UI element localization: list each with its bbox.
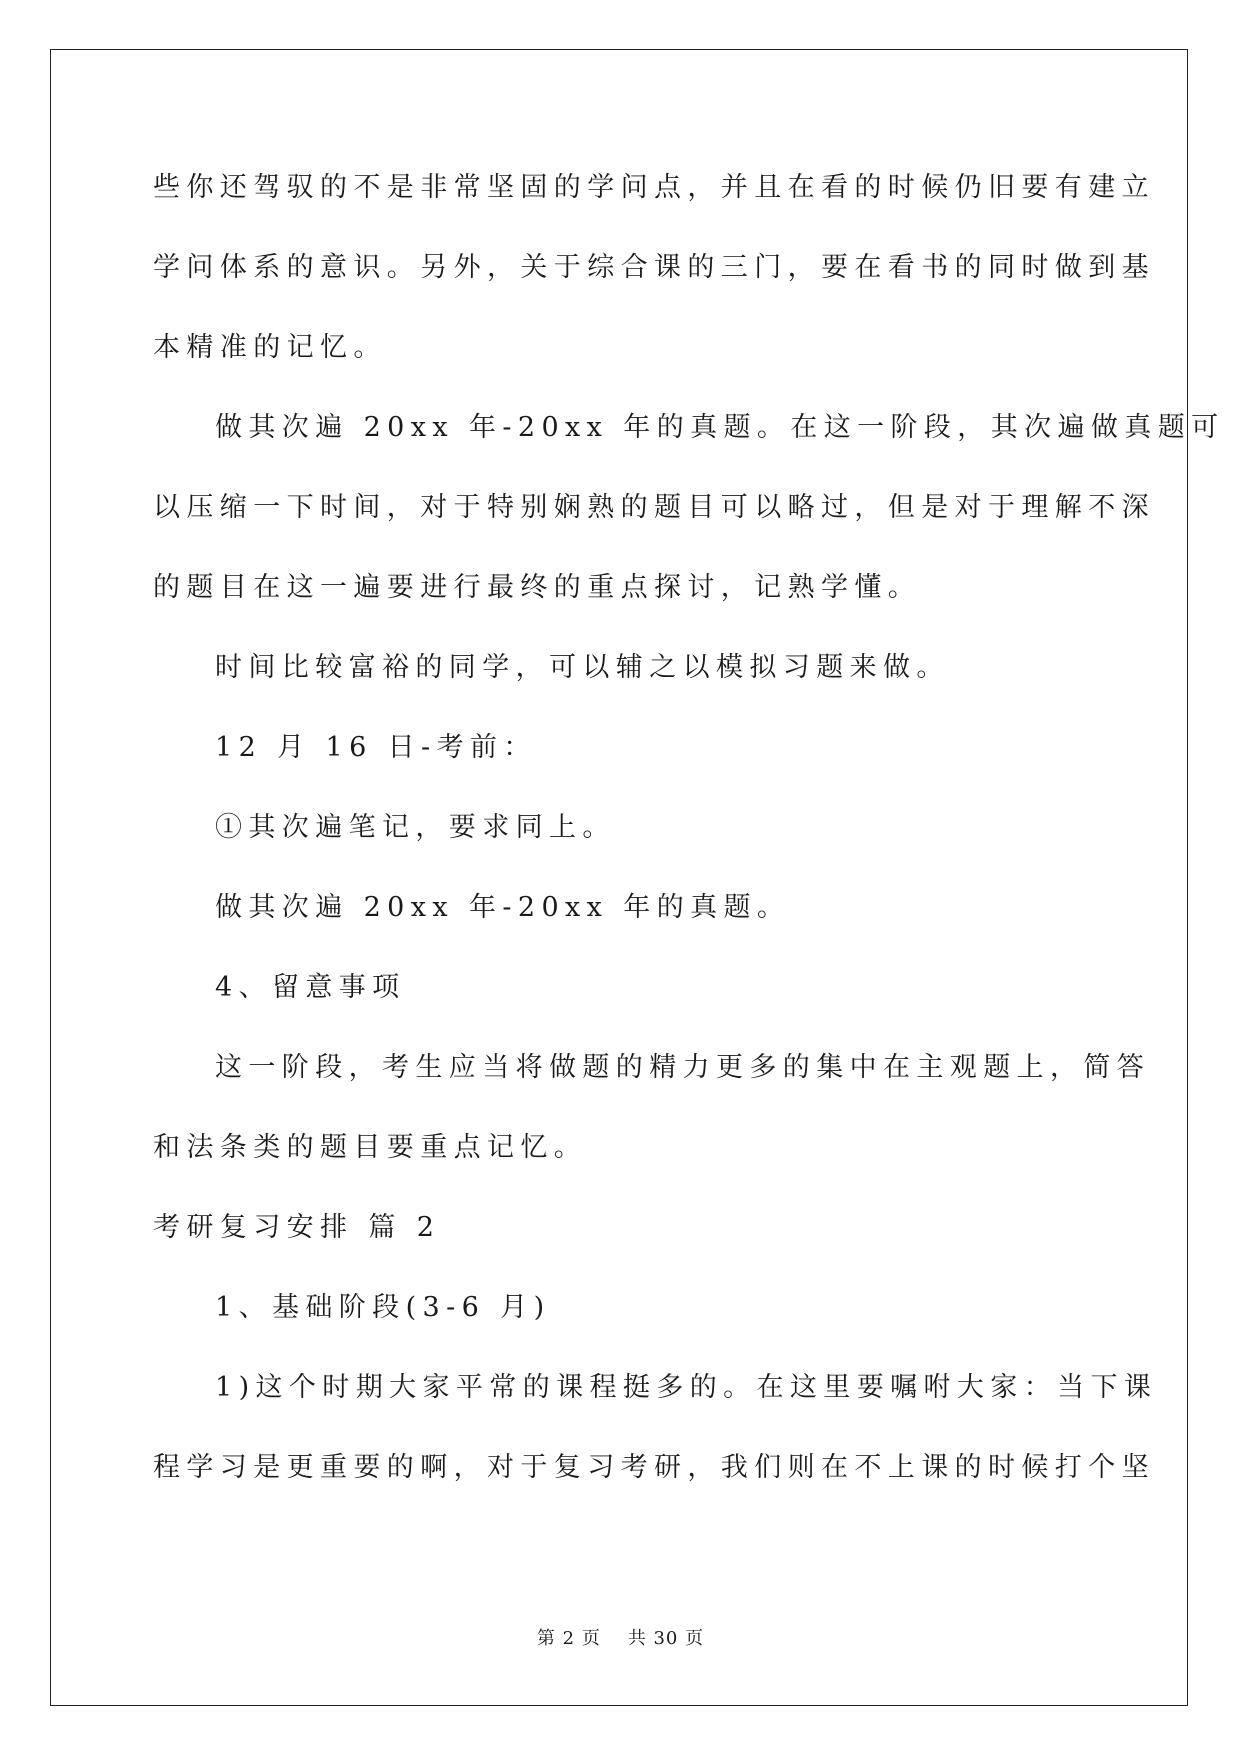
text-line: 以压缩一下时间，对于特别娴熟的题目可以略过，但是对于理解不深	[153, 492, 1155, 523]
section-heading: 1、基础阶段(3-6 月)	[215, 1292, 551, 1323]
text-line: 时间比较富裕的同学，可以辅之以模拟习题来做。	[215, 652, 950, 683]
text-line: 的题目在这一遍要进行最终的重点探讨，记熟学懂。	[153, 572, 922, 603]
text-line: 这一阶段，考生应当将做题的精力更多的集中在主观题上，简答	[215, 1052, 1151, 1083]
text-line: 做其次遍 20xx 年-20xx 年的真题。	[215, 892, 791, 923]
article-title: 考研复习安排 篇 2	[153, 1212, 441, 1243]
text-line: 程学习是更重要的啊，对于复习考研，我们则在不上课的时候打个坚	[153, 1452, 1155, 1483]
section-heading: 4、留意事项	[215, 972, 406, 1003]
page-total: 共 30 页	[627, 1628, 705, 1649]
text-line: 12 月 16 日-考前：	[215, 732, 537, 763]
page-number: 第 2 页	[536, 1628, 601, 1649]
text-line: 些你还驾驭的不是非常坚固的学问点，并且在看的时候仍旧要有建立	[153, 172, 1155, 203]
page-footer	[0, 1624, 1241, 1650]
text-line: 学问体系的意识。另外，关于综合课的三门，要在看书的同时做到基	[153, 252, 1155, 283]
text-line: 本精准的记忆。	[153, 332, 387, 363]
text-line: 和法条类的题目要重点记忆。	[153, 1132, 588, 1163]
text-line: ①其次遍笔记，要求同上。	[215, 812, 616, 843]
text-line: 1)这个时期大家平常的课程挺多的。在这里要嘱咐大家：当下课	[215, 1372, 1158, 1403]
text-line: 做其次遍 20xx 年-20xx 年的真题。在这一阶段，其次遍做真题可	[215, 412, 1225, 443]
